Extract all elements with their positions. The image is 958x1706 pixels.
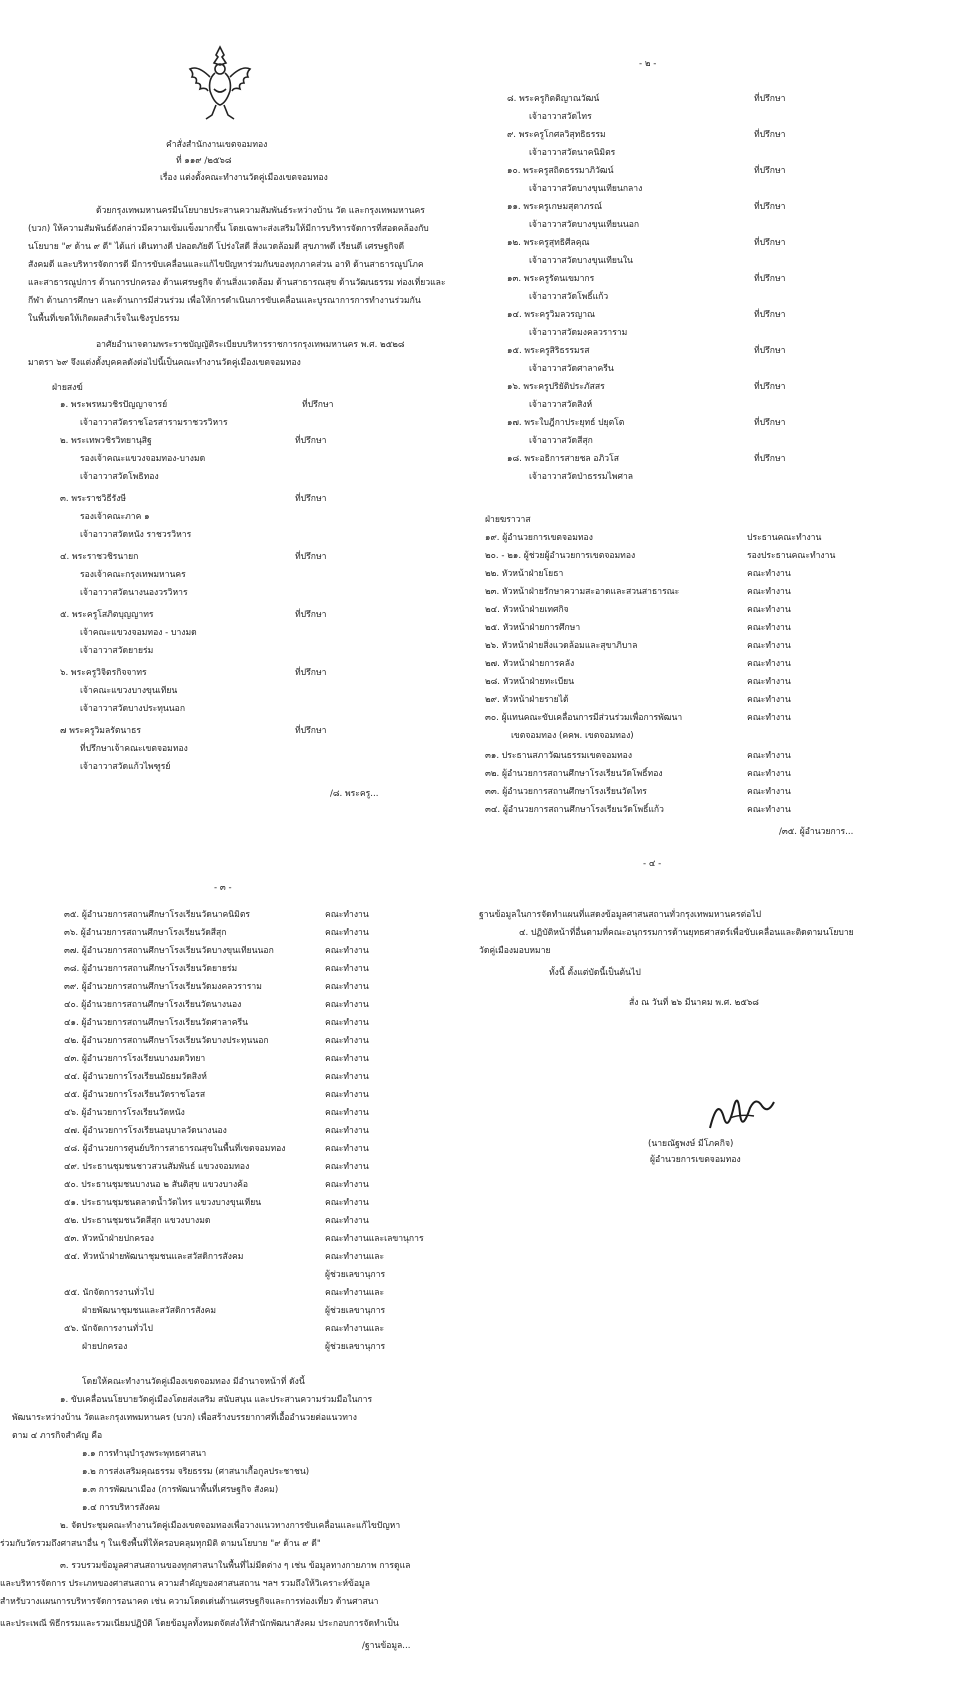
- order-subject: เรื่อง แต่งตั้งคณะทำงานวัดคู่เมืองเขตจอมทอง: [160, 173, 328, 183]
- list-item: ๒๘. หัวหน้าฝ่ายทะเบียน: [485, 677, 575, 687]
- list-item: ๒๔. หัวหน้าฝ่ายเทศกิจ: [485, 605, 569, 615]
- signer-title: ผู้อำนวยการเขตจอมทอง: [650, 1155, 741, 1165]
- list-item: ๒๖. หัวหน้าฝ่ายสิ่งแวดล้อมและสุขาภิบาล: [485, 641, 638, 651]
- list-item: ๓๘. ผู้อำนวยการสถานศึกษาโรงเรียนวัดยายร่ม: [64, 964, 238, 974]
- list-item: ๙. พระครูโกศลวิสุทธิธรรม: [507, 130, 606, 140]
- list-item: ๕๕. นักจัดการงานทั่วไป: [64, 1288, 154, 1298]
- page-number: - ๒ -: [639, 59, 657, 69]
- list-item: ๑๐. พระครูสถิตธรรมาภิวัฒน์: [507, 166, 614, 176]
- list-item: ๖. พระครูวิจิตรกิจจาทร: [60, 668, 147, 678]
- section-monks: ฝ่ายสงฆ์: [52, 383, 83, 393]
- page-3: - ๓ - ๓๕. ผู้อำนวยการสถานศึกษาโรงเรียนวัดนาคนิมิตร คณะทำงาน ๓๖. ผู้อำนวยการสถานศึกษาโรงเรียนวัดสีสุก คณะทำงาน ๓๗. ผู้อำนวยการสถานศึกษาโรงเรียนวัดบางขุนเทียนนอก คณะทำงาน ๓๘. ผู้อำนวยการสถานศึกษาโรงเรียนวัดยายร่ม คณะทำงาน ๓๙. ผู้อำนวยการสถานศึกษาโรงเรียนวัดมงคลวราราม คณะทำงาน ๔๐. ผู้อำนวยการสถานศึกษาโรงเรียนวัดนางนอง คณะทำงาน ๔๑. ผู้อำนวยการสถานศึกษาโรงเรียนวัดศาลาครีน คณะทำงาน ๔๒. ผู้อำนวยการสถานศึกษาโรงเรียนวัดบางประทุนนอก คณะทำงาน ๔๓. ผู้อำนวยการโรงเรียนบางมดวิทยา คณะทำงาน ๔๔. ผู้อำนวยการโรงเรียนมัธยมวัดสิงห์ คณะทำงาน ๔๕. ผู้อำนวยการโรงเรียนวัดราชโอรส คณะทำงาน ๔๖. ผู้อำนวยการโรงเรียนวัดหนัง คณะทำงาน ๔๗. ผู้อำนวยการโรงเรียนอนุบาลวัดนางนอง คณะทำงาน ๔๘. ผู้อำนวยการศูนย์บริการสาธารณสุขในพื้นที่เขตจอมทอง คณะทำงาน ๔๙. ประธานชุมชนชาวสวนสัมพันธ์ แขวงจอมทอง คณะทำงาน ๕๐. ประธานชุมชนบางนอ ๒ สันติสุข แขวงบางค้อ คณะทำงาน ๕๑. ประธานชุมชนตลาดน้ำวัดไทร แขวงบางขุนเทียน คณะทำงาน ๕๒. ประธานชุมชนวัดสีสุก แขวงบางมด คณะทำงาน ๕๓. หัวหน้าฝ่ายปกครอง คณะทำงานและเลขานุการ ๕๔. หัวหน้าฝ่ายพัฒนาชุมชนและสวัสดิการสังคม คณะทำงานและ ผู้ช่วยเลขานุการ ๕๕. นักจัดการงานทั่วไป คณะทำงานและ ฝ่ายพัฒนาชุมชนและสวัสดิการสังคม ผู้ช่วยเลขานุการ ๕๖. นักจัดการงานทั่วไป คณะทำงานและ ฝ่ายปกครอง ผู้ช่วยเลขานุการ โดยให้คณะทำงานวัดคู่เมืองเขตจอมทอง มีอำนาจหน้าที่ ดังนี้ ๑. ขับเคลื่อนนโยบายวัดคู่เมืองโดยส่งเสริม สนับสนุน และประสานความร่วมมือในการ พัฒนาระหว่างบ้าน วัดและกรุงเทพมหานคร (บวก) เพื่อสร้างบรรยากาศที่เอื้ออำนวยต่อแนวทาง ตาม ๔ ภารกิจสำคัญ คือ ๑.๑ การทำนุบำรุงพระพุทธศาสนา ๑.๒ การส่งเสริมคุณธรรม จริยธรรม (ศาสนาเกื้อกูลประชาชน) ๑.๓ การพัฒนาเมือง (การพัฒนาพื้นที่เศรษฐกิจ สังคม) ๑.๔ การบริหารสังคม ๒. จัดประชุมคณะทำงานวัดคู่เมืองเขตจอมทองเพื่อวางแนวทางการขับเคลื่อนและแก้ไขปัญหา ร่วมกับวัดรวมถึงศาสนาอื่น ๆ ในเชิงพื้นที่ให้ครอบคลุมทุกมิติ ตามนโยบาย "๙ ด้าน ๙ ดี" ๓. รวบรวมข้อมูลศาสนสถานของทุกศาสนาในพื้นที่ไม่มีดต่าง ๆ เช่น ข้อมูลทางกายภาพ การดูแล และบริหารจัดการ ประเภทของศาสนสถาน ความสำคัญของศาสนสถาน ฯลฯ รวมถึงให้วิเคราะห์ข้อมูล สำหรับวางแผนการบริหารจัดการอนาคต เช่น ความโดดเด่นด้านเศรษฐกิจและการท่องเที่ยว ด้านศาสนา และประเพณี พิธีกรรมและรวมเนียมปฏิบัติ โดยข้อมูลทั้งหมดจัดส่งให้สำนักพัฒนาสังคม ประกอบการจัดทำเป็น /ฐานข้อมูล...: [0, 883, 424, 1651]
- page-2: - ๒ - ๘. พระครูกิตติญาณวัฒน์ ที่ปรึกษา เจ้าอาวาสวัดไทร ๙. พระครูโกศลวิสุทธิธรรม ที่ปรึกษา เจ้าอาวาสวัดนาคนิมิตร ๑๐. พระครูสถิตธรรมาภิวัฒน์ ที่ปรึกษา เจ้าอาวาสวัดบางขุนเทียนกลาง ๑๑. พระครูเกษมสุตาภรณ์ ที่ปรึกษา เจ้าอาวาสวัดบางขุนเทียนนอก ๑๒. พระครูสุทธิศีลคุณ ที่ปรึกษา เจ้าอาวาสวัดบางขุนเทียนใน ๑๓. พระครูรัตนเขมากร ที่ปรึกษา เจ้าอาวาสวัดโพธิ์แก้ว ๑๔. พระครูวิมลวรญาณ ที่ปรึกษา เจ้าอาวาสวัดมงคลวราราม ๑๕. พระครูสิริธรรมรส ที่ปรึกษา เจ้าอาวาสวัดศาลาครีน ๑๖. พระครูปริยัติประภัสสร ที่ปรึกษา เจ้าอาวาสวัดสิงห์ ๑๗. พระใบฎีกาประยุทธ์ ปยุตโต ที่ปรึกษา เจ้าอาวาสวัดสีสุก ๑๘. พระอธิการสายชล อภิวโส ที่ปรึกษา เจ้าอาวาสวัดป่าธรรมไพศาล ฝ่ายฆราวาส ๑๙. ผู้อำนวยการเขตจอมทอง ประธานคณะทำงาน ๒๐. - ๒๑. ผู้ช่วยผู้อำนวยการเขตจอมทอง รองประธานคณะทำงาน ๒๒. หัวหน้าฝ่ายโยธา คณะทำงาน ๒๓. หัวหน้าฝ่ายรักษาความสะอาดและสวนสาธารณะ คณะทำงาน ๒๔. หัวหน้าฝ่ายเทศกิจ คณะทำงาน ๒๕. หัวหน้าฝ่ายการศึกษา คณะทำงาน ๒๖. หัวหน้าฝ่ายสิ่งแวดล้อมและสุขาภิบาล คณะทำงาน ๒๗. หัวหน้าฝ่ายการคลัง คณะทำงาน ๒๘. หัวหน้าฝ่ายทะเบียน คณะทำงาน ๒๙. หัวหน้าฝ่ายรายได้ คณะทำงาน ๓๐. ผู้แทนคณะขับเคลื่อนการมีส่วนร่วมเพื่อการพัฒนา คณะทำงาน เขตจอมทอง (คคพ. เขตจอมทอง) ๓๑. ประธานสภาวัฒนธรรมเขตจอมทอง คณะทำงาน ๓๒. ผู้อำนวยการสถานศึกษาโรงเรียนวัดโพธิ์ทอง คณะทำงาน ๓๓. ผู้อำนวยการสถานศึกษาโรงเรียนวัดไทร คณะทำงาน ๓๔. ผู้อำนวยการสถานศึกษาโรงเรียนวัดโพธิ์แก้ว คณะทำงาน /๓๕. ผู้อำนวยการ...: [485, 59, 854, 837]
- list-item: ๓๗. ผู้อำนวยการสถานศึกษาโรงเรียนวัดบางขุนเทียนนอก: [64, 946, 274, 956]
- list-item: ๓. พระราชวิธีรังษี: [60, 494, 127, 504]
- list-item: ๒๓. หัวหน้าฝ่ายรักษาความสะอาดและสวนสาธารณะ: [485, 587, 680, 597]
- list-item: ๑๖. พระครูปริยัติประภัสสร: [507, 382, 605, 392]
- list-item: ๒๐. - ๒๑. ผู้ช่วยผู้อำนวยการเขตจอมทอง: [485, 551, 636, 561]
- section-lay: ฝ่ายฆราวาส: [485, 515, 531, 525]
- order-date: สั่ง ณ วันที่ ๒๖ มีนาคม พ.ศ. ๒๕๖๘: [629, 998, 759, 1008]
- list-item: ๓๕. ผู้อำนวยการสถานศึกษาโรงเรียนวัดนาคนิมิตร: [64, 910, 251, 920]
- list-item: ๔๐. ผู้อำนวยการสถานศึกษาโรงเรียนวัดนางนอง: [64, 1000, 242, 1010]
- list-item: ๔๓. ผู้อำนวยการโรงเรียนบางมดวิทยา: [64, 1054, 206, 1064]
- list-item: ๒๒. หัวหน้าฝ่ายโยธา: [485, 569, 564, 579]
- list-item: ๓๒. ผู้อำนวยการสถานศึกษาโรงเรียนวัดโพธิ์ทอง: [485, 769, 663, 779]
- list-item: ๒๕. หัวหน้าฝ่ายการศึกษา: [485, 623, 581, 633]
- list-item: ๓๑. ประธานสภาวัฒนธรรมเขตจอมทอง: [485, 751, 633, 761]
- list-item: ๑๕. พระครูสิริธรรมรส: [507, 346, 590, 356]
- list-item: ๔๔. ผู้อำนวยการโรงเรียนมัธยมวัดสิงห์: [64, 1072, 207, 1082]
- continue-marker: /ฐานข้อมูล...: [362, 1641, 411, 1651]
- list-item: ๓๙. ผู้อำนวยการสถานศึกษาโรงเรียนวัดมงคลวราราม: [64, 982, 262, 992]
- list-item: ๑๗. พระใบฎีกาประยุทธ์ ปยุตโต: [507, 418, 625, 428]
- list-item: ๑๔. พระครูวิมลวรญาณ: [507, 310, 596, 320]
- page-1: คำสั่งสำนักงานเขตจอมทอง ที่ ๑๑๙ /๒๕๖๘ เรื่อง แต่งตั้งคณะทำงานวัดคู่เมืองเขตจอมทอง ด้วยกรุงเทพมหานครมีนโยบายประสานความสัมพันธ์ระหว่างบ้าน วัด และกรุงเทพมหานคร (บวก) ให้ความสัมพันธ์ดังกล่าวมีความเข้มแข็งมากขึ้น โดยเฉพาะส่งเสริมให้มีการบริหารจัดการที่สอดคล้องกับ นโยบาย "๙ ด้าน ๙ ดี" ได้แก่ เดินทางดี ปลอดภัยดี โปร่งใสดี สิ่งแวดล้อมดี สุขภาพดี เรียนดี เศรษฐกิจดี สังคมดี และบริหารจัดการดี มีการขับเคลื่อนและแก้ไขปัญหาร่วมกันของทุกภาคส่วน อาทิ ด้านสาธารณูปโภค และสาธารณูปการ ด้านการปกครอง ด้านเศรษฐกิจ ด้านสิ่งแวดล้อม ด้านสาธารณสุข ด้านวัฒนธรรม ท่องเที่ยวและ กีฬา ด้านการศึกษา และด้านการมีส่วนร่วม เพื่อให้การดำเนินการขับเคลื่อนและบูรณาการการทำงานร่วมกัน ในพื้นที่เขตให้เกิดผลสำเร็จในเชิงรูปธรรม อาศัยอำนาจตามพระราชบัญญัติระเบียบบริหารราชการกรุงเทพมหานคร พ.ศ. ๒๕๒๘ มาตรา ๖๙ จึงแต่งตั้งบุคคลดังต่อไปนี้เป็นคณะทำงานวัดคู่เมืองเขตจอมทอง ฝ่ายสงฆ์ ๑. พระพรหมวชิรปัญญาจารย์ ที่ปรึกษา เจ้าอาวาสวัดราชโอรสารามราชวรวิหาร ๒. พระเทพวชิรวิทยานุสิฐ ที่ปรึกษา รองเจ้าคณะแขวงจอมทอง-บางมด เจ้าอาวาสวัดโพธิทอง ๓. พระราชวิธีรังษี ที่ปรึกษา รองเจ้าคณะภาค ๑ เจ้าอาวาสวัดหนัง ราชวรวิหาร ๔. พระราชวชิรนายก ที่ปรึกษา รองเจ้าคณะกรุงเทพมหานคร เจ้าอาวาสวัดนางนองวรวิหาร ๕. พระครูโสภิตบุญญาทร ที่ปรึกษา เจ้าคณะแขวงจอมทอง - บางมด เจ้าอาวาสวัดยายร่ม ๖. พระครูวิจิตรกิจจาทร ที่ปรึกษา เจ้าคณะแขวงบางขุนเทียน เจ้าอาวาสวัดบางประทุนนอก ๗ พระครูวิมลรัตนาธร ที่ปรึกษา ที่ปรึกษาเจ้าคณะเขตจอมทอง เจ้าอาวาสวัดแก้วไพฑูรย์ /๘. พระครู...: [0, 0, 479, 840]
- continue-marker: /๓๕. ผู้อำนวยการ...: [779, 827, 854, 837]
- page-number: - ๓ -: [214, 883, 232, 893]
- list-item: ๔๒. ผู้อำนวยการสถานศึกษาโรงเรียนวัดบางประทุนนอก: [64, 1036, 269, 1046]
- list-item: ๑๑. พระครูเกษมสุตาภรณ์: [507, 202, 603, 212]
- list-item: ๔๖. ผู้อำนวยการโรงเรียนวัดหนัง: [64, 1108, 185, 1118]
- list-item: ๓๓. ผู้อำนวยการสถานศึกษาโรงเรียนวัดไทร: [485, 787, 647, 797]
- list-item: ๓๔. ผู้อำนวยการสถานศึกษาโรงเรียนวัดโพธิ์แก้ว: [485, 805, 664, 815]
- signature: [700, 1088, 780, 1140]
- list-item: ๘. พระครูกิตติญาณวัฒน์: [507, 94, 600, 104]
- list-item: ๕๖. นักจัดการงานทั่วไป: [64, 1324, 153, 1334]
- list-item: ๓๖. ผู้อำนวยการสถานศึกษาโรงเรียนวัดสีสุก: [64, 928, 227, 938]
- list-item: ๔. พระราชวชิรนายก: [60, 552, 139, 562]
- list-item: ๕๒. ประธานชุมชนวัดสีสุก แขวงบางมด: [64, 1216, 211, 1226]
- list-item: ๑๒. พระครูสุทธิศีลคุณ: [507, 238, 590, 248]
- list-item: ๒๙. หัวหน้าฝ่ายรายได้: [485, 695, 569, 705]
- list-item: ๕. พระครูโสภิตบุญญาทร: [60, 610, 154, 620]
- list-item: ๒๗. หัวหน้าฝ่ายการคลัง: [485, 659, 575, 669]
- continue-marker: /๘. พระครู...: [330, 789, 379, 799]
- page-number: - ๔ -: [643, 860, 662, 869]
- list-item: ๔๑. ผู้อำนวยการสถานศึกษาโรงเรียนวัดศาลาครีน: [64, 1018, 249, 1028]
- list-item: ๑๘. พระอธิการสายชล อภิวโส: [507, 454, 619, 464]
- list-item: ๕๐. ประธานชุมชนบางนอ ๒ สันติสุข แขวงบางค้อ: [64, 1180, 249, 1190]
- signer-name: (นายณัฐพงษ์ มีโภคกิจ): [648, 1139, 734, 1149]
- garuda-emblem: [184, 43, 256, 123]
- list-item: ๔๙. ประธานชุมชนชาวสวนสัมพันธ์ แขวงจอมทอง: [64, 1162, 250, 1172]
- list-item: ๒. พระเทพวชิรวิทยานุสิฐ: [60, 436, 152, 446]
- list-item: ๔๘. ผู้อำนวยการศูนย์บริการสาธารณสุขในพื้นที่เขตจอมทอง: [64, 1144, 286, 1154]
- list-item: ๗ พระครูวิมลรัตนาธร: [60, 726, 141, 736]
- order-number: ที่ ๑๑๙ /๒๕๖๘: [176, 156, 232, 166]
- list-item: ๔๕. ผู้อำนวยการโรงเรียนวัดราชโอรส: [64, 1090, 206, 1100]
- list-item: ๕๔. หัวหน้าฝ่ายพัฒนาชุมชนและสวัสดิการสังคม: [64, 1252, 244, 1262]
- list-item: ๔๗. ผู้อำนวยการโรงเรียนอนุบาลวัดนางนอง: [64, 1126, 227, 1136]
- list-item: ๑๓. พระครูรัตนเขมากร: [507, 274, 595, 284]
- order-org: คำสั่งสำนักงานเขตจอมทอง: [166, 140, 268, 150]
- list-item: ๕๑. ประธานชุมชนตลาดน้ำวัดไทร แขวงบางขุนเทียน: [64, 1198, 262, 1208]
- list-item: ๑. พระพรหมวชิรปัญญาจารย์: [60, 400, 168, 410]
- list-item: ๓๐. ผู้แทนคณะขับเคลื่อนการมีส่วนร่วมเพื่อการพัฒนา: [485, 713, 683, 723]
- list-item: ๑๙. ผู้อำนวยการเขตจอมทอง: [485, 533, 593, 543]
- list-item: ๕๓. หัวหน้าฝ่ายปกครอง: [64, 1234, 154, 1244]
- page-4: - ๔ - ฐานข้อมูลในการจัดทำแผนที่แสดงข้อมูลศาสนสถานทั่วกรุงเทพมหานครต่อไป ๔. ปฏิบัติหน้าที่อื่นตามที่คณะอนุกรรมการด้านยุทธศาสตร์เพื่อขับเคลื่อนและติดตามนโยบาย วัดคู่เมืองมอบหมาย ทั้งนี้ ตั้งแต่บัดนี้เป็นต้นไป สั่ง ณ วันที่ ๒๖ มีนาคม พ.ศ. ๒๕๖๘: [479, 860, 854, 1008]
